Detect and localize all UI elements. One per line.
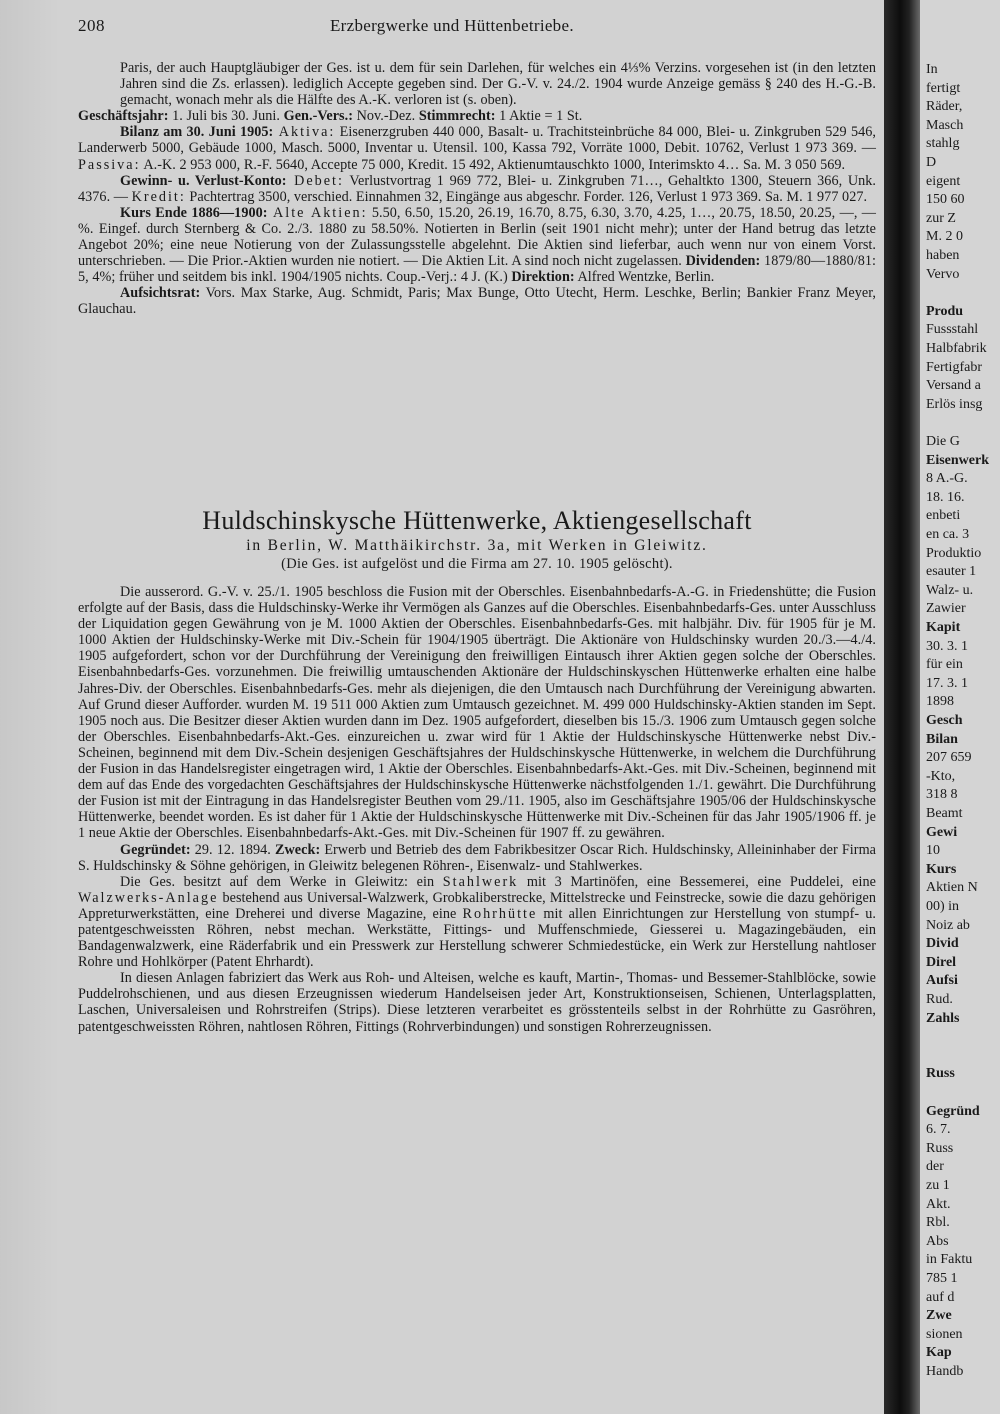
text-zweck: Erwerb und Betrieb des dem Fabrikbesitzer Oscar Rich. Huldschinsky, Alleininhaber der Firma S. Huldschinsky & Söhne gehörigen, in Gleiwitz belegenen Röhren-, Eisenwalz- und Stahlwerkes. (78, 841, 876, 874)
label-debet: Debet: (286, 172, 344, 189)
right-page-line: Russ (926, 1066, 955, 1082)
right-page-line: Erlös insg (926, 396, 983, 412)
text-aufsichtsrat: Vors. Max Starke, Aug. Schmidt, Paris; Max Bunge, Otto Utecht, Herm. Leschke, Berlin; Bankier Franz Meyer, Glauchau. (78, 285, 876, 318)
label-direktion: Direktion: (511, 269, 575, 286)
right-page-line: Rbl. (926, 1215, 950, 1231)
paragraph-fabrikation: In diesen Anlagen fabriziert das Werk aus Roh- und Alteisen, welche es kauft, Martin-, Thomas- und Bessemer-Stahlblöcke, sowie Puddelrohschienen, und aus diesen Erzeugnissen wiederum Handelseisen jeder Art, Konstruktionseisen, Schienen, Unterlagsplatten, Laschen, Universaleisen und Rohrstreifen (Strips). Diese letzteren verarbeitet es grösstenteils selbst in der Rohrhütte zu Gasröhren, patentgeschweissten Röhren, nahtlosen Röhren, Fittings (Rohrverbindungen) und sonstigen Rohrerzeugnissen. (78, 970, 876, 1035)
right-page-line: Fussstahl (926, 322, 979, 338)
right-page-line: 30. 3. 1 (926, 638, 968, 654)
right-page-line: 10 (926, 843, 940, 859)
right-page-line: Akt. (926, 1196, 951, 1212)
paragraph-bilanz (78, 124, 876, 172)
right-page-line: sionen (926, 1326, 963, 1342)
right-page-line: Zawier (926, 601, 966, 617)
right-page-line: Divid (926, 936, 959, 952)
label-aufsichtsrat: Aufsichtsrat: (120, 285, 201, 302)
paragraph-anlagen (78, 874, 876, 971)
right-page-line: 8 A.-G. (926, 471, 968, 487)
right-page-line: Masch (926, 117, 964, 133)
right-page-line: Produktio (926, 545, 982, 561)
right-page-line: D (926, 155, 937, 170)
right-page-line: Handb (926, 1364, 964, 1379)
text-anlagen-c: bestehend aus Universal-Walzwerk, Grobkaliberstrecke, Mittelstrecke und Feinstrecke, sowie die dazu gehörigen Appreturwerkstätten, eine Dreherei und diverse Magazine, eine (78, 889, 876, 922)
running-title: Erzbergwerke und Hüttenbetriebe. (330, 16, 574, 35)
text-anlagen-b: mit 3 Martinöfen, eine Bessemerei, eine Puddelei, eine (518, 873, 876, 890)
right-page-line: Beamt (926, 806, 963, 821)
company-address: in Berlin, W. Matthäikirchstr. 3a, mit Werken in Gleiwitz. (246, 537, 708, 554)
right-page-line: Eisenwerk (926, 452, 989, 468)
right-page-line: eigent (926, 173, 961, 189)
term-stahlwerk: Stahlwerk (442, 873, 519, 890)
book-spine-shadow (884, 0, 920, 1414)
right-page-line: stahlg (926, 136, 960, 152)
right-page-line: Zwe (926, 1308, 952, 1324)
right-page-line: Fertigfabr (926, 359, 982, 375)
label-zweck: Zweck: (275, 841, 321, 858)
right-page-line: Rud. (926, 992, 953, 1007)
label-gegruendet: Gegründet: (120, 841, 191, 858)
right-page-line: 6. 7. (926, 1122, 951, 1138)
label-bilanz: Bilanz am 30. Juni 1905: (120, 124, 274, 141)
right-page-line: Direl (926, 954, 957, 970)
text-dividenden: 1879/80—1880/81: 5, 4%; früher und seitdem bis inkl. 1904/1905 nichts. Coup.-Verj.: 4 J. (K.) (78, 253, 876, 286)
page-header (78, 16, 878, 40)
text-kurs: 5.50, 6.50, 15.20, 26.19, 16.70, 8.75, 6.30, 3.70, 4.25, 1…, 20.75, 18.50, 20.25, —, —%. Eingef. durch Sternberg & Co. 2./3. 1880 zu 58.50%. Notierten in Berlin (seit 1901 nicht mehr); unter der Hand betrug das letzte Angebot 20%; eine neue Notierung von der Zulassungsstelle abgelehnt. Die Aktien sind lieferbar, auch wenn nur von einem Vorst. unterschrieben. — Die Prior.-Aktien wurden nie notiert. — Die Aktien Lit. A sind noch nicht zugelassen. (78, 204, 876, 270)
right-page-line: Halbfabrik (926, 341, 987, 356)
right-page-line: 1898 (926, 694, 954, 710)
text-direktion: Alfred Wentzke, Berlin. (574, 269, 715, 286)
paragraph-intro: Paris, der auch Hauptgläubiger der Ges. ist u. dem für sein Darlehen, für welches ein 4⅓% Verzins. vorgesehen ist (in den letzten Jahren sind die Zs. erlassen). lediglich Accepte gegeben sind. Der G.-V. v. 24./2. 1904 wurde Anzeige gemäss § 240 des H.-G.-B. gemacht, wonach mehr als die Hälfte des A.-K. verloren ist (s. oben). (120, 60, 876, 109)
right-page-line: Gewi (926, 824, 958, 840)
right-page-line: für ein (926, 657, 963, 673)
label-genvers: Gen.-Vers.: (283, 108, 353, 125)
section-previous-company (78, 60, 876, 318)
label-alte-aktien: Alte Aktien: (267, 204, 368, 221)
label-dividenden: Dividenden: (685, 253, 761, 270)
right-page-line: In (926, 62, 938, 77)
right-page-line: in Faktu (926, 1252, 973, 1268)
right-page-line: Walz- u. (926, 582, 974, 598)
right-page-line: Zahls (926, 1010, 960, 1026)
label-passiva: Passiva: (78, 156, 141, 173)
right-page-line: fertigt (926, 80, 961, 96)
right-page-line: Gesch (926, 713, 963, 728)
right-page-line: auf d (926, 1289, 955, 1305)
right-page-line: Kurs (926, 861, 957, 877)
text-debet: Verlustvortrag 1 969 772, Blei- u. Zinkgruben 71…, Gehaltkto 1300, Steuern 366, Unk. 4376. — (78, 172, 876, 205)
text-bilanz-passiva: A.-K. 2 953 000, R.-F. 5640, Accepte 75 000, Kredit. 15 492, Aktienumtauschkto 1000, Interimskto 4… Sa. M. 3 050 569. (140, 156, 846, 173)
right-page-line: Produ (926, 303, 964, 319)
right-page-line: -Kto, (926, 768, 956, 784)
right-page-line: 00) in (926, 899, 960, 914)
right-page-line: enbeti (926, 508, 961, 524)
label-geschaeftsjahr: Geschäftsjahr: (78, 108, 169, 125)
right-page-line: haben (926, 248, 960, 263)
paragraph-geschaeftsjahr (78, 108, 876, 124)
paragraph-gewinn-verlust (78, 173, 876, 205)
right-page-line: Bilan (926, 731, 958, 747)
right-page-line: zur Z (926, 210, 956, 226)
right-page-line: 150 60 (926, 192, 965, 208)
company-title: Huldschinskysche Hüttenwerke, Aktiengesellschaft (202, 506, 752, 535)
label-kredit: Kredit: (131, 188, 186, 205)
right-page-line: en ca. 3 (926, 527, 970, 542)
section-huldschinsky (78, 584, 876, 1035)
right-page-line: 207 659 (926, 750, 972, 766)
text-anlagen-a: Die Ges. besitzt auf dem Werke in Gleiwitz: ein (120, 873, 443, 890)
right-page-line: zu 1 (926, 1178, 950, 1193)
label-kurs: Kurs Ende 1886—1900: (120, 204, 268, 221)
paragraph-gegruendet (78, 842, 876, 874)
right-page-line: 18. 16. (926, 489, 965, 505)
dissolution-note: (Die Ges. ist aufgelöst und die Firma am 27. 10. 1905 gelöscht). (281, 556, 673, 572)
right-page-line: Versand a (926, 378, 981, 394)
text-anlagen-d: mit allen Einrichtungen zur Herstellung von stumpf- u. patentgeschweissten Röhren, nebst mechan. Werkstätte, Fittings- und Muffenschmiede, Giesserei u. Magazingebäuden, ein Bandagenwalzwerk, eine Räderfabrik und ein Presswerk zur Herstellung schwerer Schmiedestücke, ein Werk zur Herstellung nahtloser Rohre und Hohlkörper (Patent Ehrhardt). (78, 905, 876, 971)
right-page-line: Kapit (926, 620, 961, 635)
text-geschaeftsjahr: 1. Juli bis 30. Juni. (168, 108, 284, 125)
right-page-line: Räder, (926, 99, 963, 115)
text-genvers: Nov.-Dez. (352, 108, 419, 125)
right-page-line: Gegründ (926, 1103, 980, 1119)
label-stimmrecht: Stimmrecht: (418, 108, 496, 125)
right-page-line: Noiz ab (926, 917, 970, 933)
right-page-line: Abs (926, 1233, 949, 1249)
right-page-line: Die G (926, 434, 960, 449)
text-stimmrecht: 1 Aktie = 1 St. (495, 108, 583, 125)
right-page-line: M. 2 0 (926, 229, 963, 245)
text-kredit: Pachtertrag 3500, verschied. Einnahmen 32, Eingänge aus abgeschr. Forder. 126, Verlust 1 973 369. Sa. M. 1 977 027. (185, 188, 868, 205)
right-page-line: Aktien N (926, 880, 978, 896)
paragraph-aufsichtsrat (78, 285, 876, 317)
right-page-line: Vervo (926, 266, 960, 282)
text-bilanz-aktiva: Eisenerzgruben 440 000, Basalt- u. Trachitsteinbrüche 84 000, Blei- u. Zinkgruben 529 546, Landerwerb 5000, Gebäude 1000, Masch. 5000, Inventar u. Utensil. 100, Kassa 792, Vorräte 1000, Debit. 10762, Verlust 1 973 369. — (78, 124, 877, 157)
right-page-line: der (926, 1159, 944, 1175)
term-walzwerks-anlage: Walzwerks-Anlage (78, 889, 219, 906)
right-page-line: Kap (926, 1345, 952, 1361)
paragraph-fusion: Die ausserord. G.-V. v. 25./1. 1905 beschloss die Fusion mit der Oberschles. Eisenbahnbedarfs-A.-G. in Friedenshütte; die Fusion erfolgte auf der Basis, dass die Huldschinsky-Werke ihr Vermögen als Ganzes auf die Oberschles. Eisenbahnbedarfs-Ges. unter Ausschluss der Liquidation gegen Gewährung von je M. 1000 Aktien der Oberschles. Eisenbahnbedarfs-Ges. mit halbjähr. Div. für 1905 für je M. 1000 Aktien der Huldschinsky-Werke mit Div.-Schein für 1904/1905 überträgt. Die Aktionäre von Huldschinsky wurden 20./3.—4./4. 1905 aufgefordert, schon vor der Durchführung der Vereinigung den freiwilligen Eintausch ihrer Aktien gegen solche der Oberschles. Eisenbahnbedarfs-Ges. vorzunehmen. Die freiwillig umtauschenden Aktionäre der Huldschinskyschen Hüttenwerke erhalten eine halbe Jahres-Div. der Oberschles. Eisenbahnbedarfs-Ges. mehr als diejenigen, die den Umtausch nach Durchführung der Vereinigung abwarten. Auf Grund dieser Aufforder. wurden M. 19 511 000 Aktien zum Umtausch gezeichnet. M. 499 000 Huldschinsky-Aktien standen im Sept. 1905 noch aus. Die Besitzer dieser Aktien wurden dann im Dez. 1905 aufgefordert, dieselben bis 15./3. 1906 zum Umtausch gegen solche der Oberschles. Eisenbahnbedarfs-Akt.-Ges. einzureichen u. zwar wird für 1 Aktie der Huldschinskysche Hüttenwerke nebst Div.-Scheinen, beginnend mit dem Div.-Schein desjenigen Geschäftsjahres der Huldschinskysche Hüttenwerke, in welchem die Durchführung der Fusion in das Handelsregister eingetragen wird, 1 Aktie der Oberschles. Eisenbahnbedarfs-Akt.-Ges. mit Div.-Scheinen, beginnend mit dem auf das Ende des vorgedachten Geschäftsjahres der Huldschinskysche Hüttenwerke nächstfolgenden 1./1. gewährt. Die Durchführung der Fusion ist mit der Eintragung in das Handelsregister Beuthen vom 29./11. 1905, also im Geschäftsjahre 1905/06 der Huldschinskysche Hüttenwerke, beendet worden. Es ist daher für 1 Aktie der Huldschinskysche Hüttenwerke mit Div.-Scheinen für das Jahr 1905/1906 ff. je 1 neue Aktie der Oberschles. Eisenbahnbedarfs-Akt.-Ges. mit Div.-Scheinen für 1907 ff. zu gewähren. (78, 584, 876, 842)
right-page-line: 17. 3. 1 (926, 675, 968, 691)
page-number: 208 (78, 16, 105, 35)
right-page-line: Aufsi (926, 973, 958, 989)
text-gegruendet: 29. 12. 1894. (190, 841, 275, 858)
paragraph-kurs (78, 205, 876, 285)
adjacent-page-fragment (920, 0, 1000, 1414)
label-gewinn-verlust: Gewinn- u. Verlust-Konto: (120, 172, 287, 189)
right-page-line: Russ (926, 1140, 954, 1156)
right-page-line: 318 8 (926, 787, 958, 803)
term-rohrhuette: Rohrhütte (462, 905, 538, 922)
right-page-line: esauter 1 (926, 564, 977, 580)
right-page-line: 785 1 (926, 1271, 958, 1286)
label-aktiva: Aktiva: (273, 124, 336, 141)
